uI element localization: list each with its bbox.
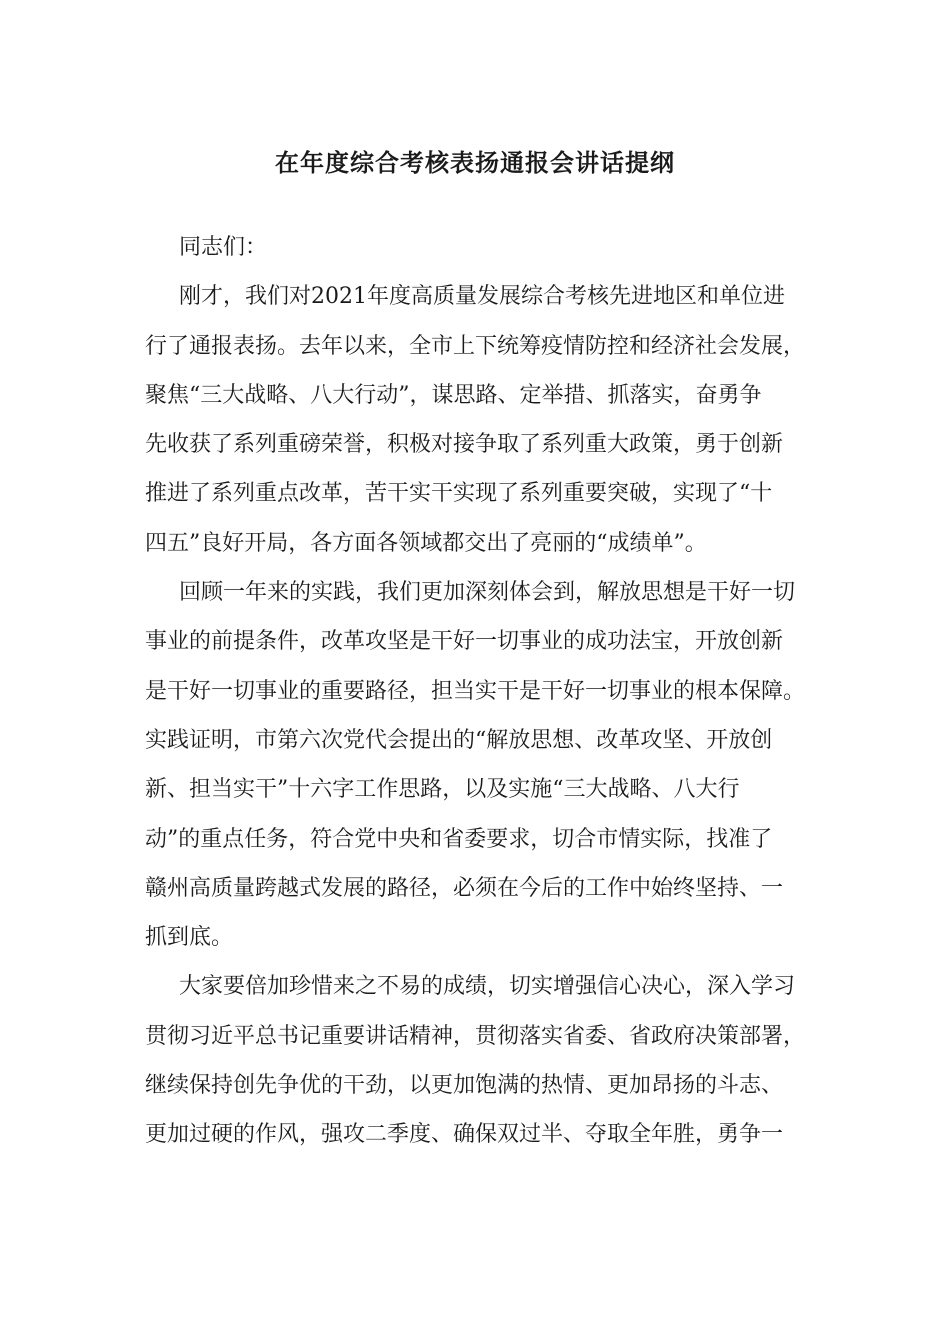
- paragraph-2-line-6: 动”的重点任务，符合党中央和省委要求，切合市情实际，找准了: [145, 826, 773, 852]
- document-title: 在年度综合考核表扬通报会讲话提纲: [275, 148, 675, 177]
- paragraph-1-line-6: 四五”良好开局，各方面各领域都交出了亮丽的“成绩单”。: [145, 530, 707, 556]
- paragraph-3-line-4: 更加过硬的作风，强攻二季度、确保双过半、夺取全年胜，勇争一: [145, 1122, 784, 1148]
- paragraph-3-line-1: 大家要倍加珍惜来之不易的成绩，切实增强信心决心，深入学习: [179, 974, 796, 1000]
- paragraph-1-line-2: 行了通报表扬。去年以来，全市上下统筹疫情防控和经济社会发展，: [145, 333, 806, 359]
- paragraph-1-line-4: 先收获了系列重磅荣誉，积极对接争取了系列重大政策，勇于创新: [145, 432, 784, 458]
- paragraph-2-line-4: 实践证明，市第六次党代会提出的“解放思想、改革攻坚、开放创: [145, 727, 773, 753]
- paragraph-2-line-1: 回顾一年来的实践，我们更加深刻体会到，解放思想是干好一切: [179, 580, 796, 606]
- paragraph-2-line-3: 是干好一切事业的重要路径，担当实干是干好一切事业的根本保障。: [145, 678, 806, 704]
- paragraph-1-line-3: 聚焦“三大战略、八大行动”，谋思路、定举措、抓落实，奋勇争: [145, 382, 762, 408]
- paragraph-3-line-2: 贯彻习近平总书记重要讲话精神，贯彻落实省委、省政府决策部署，: [145, 1023, 806, 1049]
- paragraph-2-line-8: 抓到底。: [145, 925, 234, 951]
- salutation: 同志们：: [179, 235, 268, 260]
- paragraph-1-line-5: 推进了系列重点改革，苦干实干实现了系列重要突破，实现了“十: [145, 481, 773, 507]
- paragraph-2-line-2: 事业的前提条件，改革攻坚是干好一切事业的成功法宝，开放创新: [145, 629, 784, 655]
- paragraph-2-line-5: 新、担当实干”十六字工作思路，以及实施“三大战略、八大行: [145, 777, 740, 803]
- document-body: [145, 223, 813, 1160]
- paragraph-3-line-3: 继续保持创先争优的干劲，以更加饱满的热情、更加昂扬的斗志、: [145, 1073, 784, 1099]
- paragraph-2-line-7: 赣州高质量跨越式发展的路径，必须在今后的工作中始终坚持、一: [145, 875, 784, 901]
- paragraph-1-line-1: 刚才，我们对2021年度高质量发展综合考核先进地区和单位进: [179, 284, 785, 310]
